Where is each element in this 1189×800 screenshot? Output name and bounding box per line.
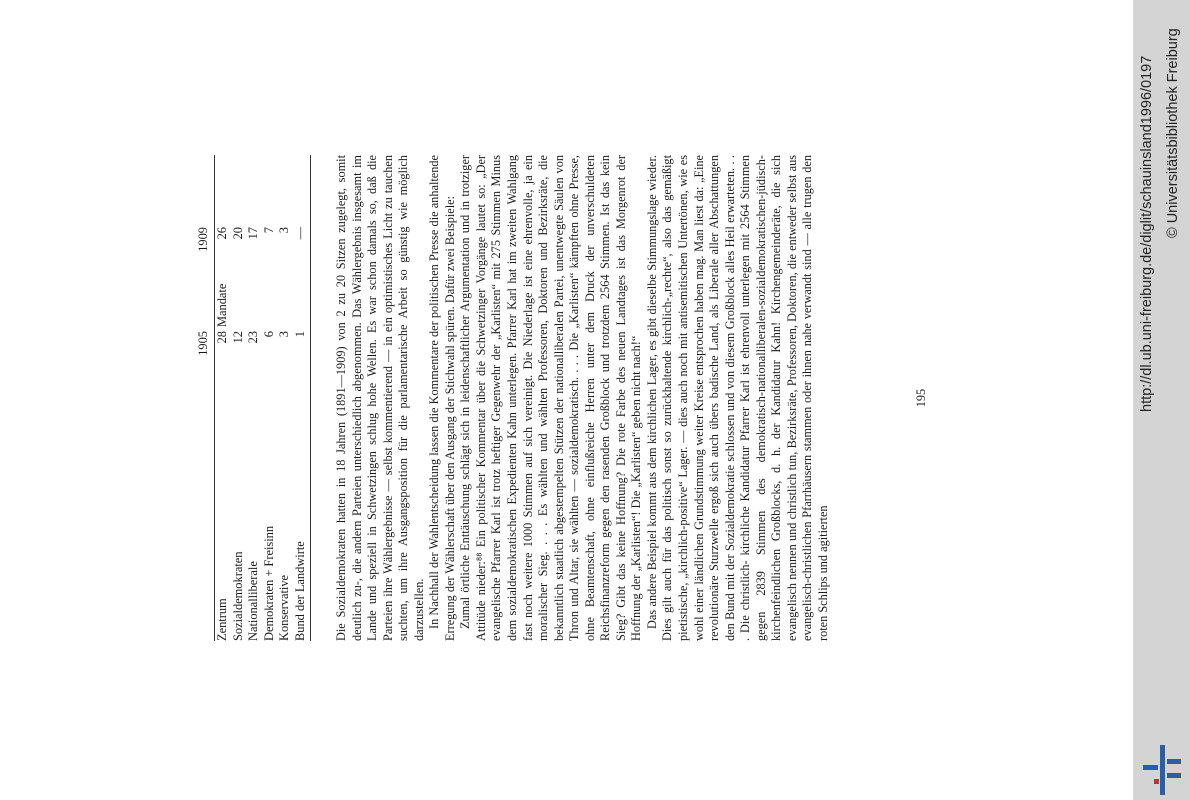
table-header (194, 155, 215, 641)
seats-1909: 26 (215, 227, 229, 240)
seats-1905: 23 (246, 331, 260, 344)
page-content (194, 155, 954, 641)
seats-1909: 3 (277, 227, 291, 234)
body-text (334, 155, 832, 641)
seats-1909: 17 (246, 227, 260, 240)
logo-left-bar (1143, 765, 1158, 770)
seats-1905: 6 (261, 331, 276, 338)
source-url[interactable]: http://dl.ub.uni-freiburg.de/diglit/schauinsland1996/0197 (1139, 55, 1155, 412)
paragraph: In Nachhall der Wahlentscheidung lassen die Kommentare der politischen Presse die anhaltende Erregung der Wählerschaft über den Ausgang der Stichwahl spüren. Dafür zwei Beispiele: (427, 155, 457, 641)
party-name: Konservative (277, 574, 291, 641)
party-name: Sozialdemokraten (230, 551, 245, 641)
table-row (215, 155, 231, 641)
seats-1905: 1 (292, 331, 307, 338)
library-logo-icon (1141, 745, 1183, 795)
seats-1905: 12 (230, 331, 245, 344)
seats-1905: 28 (215, 331, 229, 344)
party-name: Bund der Landwirte (292, 541, 307, 641)
paragraph: Die Sozialdemokraten hatten in 18 Jahren (1891—1909) von 2 zu 20 Sitzen zugelegt, somit deutlich zu-, die andern Parteien unterschiedlich abgenommen. Das Wählergebnis insgesamt im Lande und speziell in Schwetzingen schlug hohe Wellen. Es war schon damals so, daß die Parteien ihre Wählergebnisse — selbst kommentierend — in ein optimistisches Licht zu tauchen suchten, um ihre Ausgangsposition für die parlamentarische Arbeit so günstig wie möglich darzustellen. (334, 155, 426, 641)
seats-1905: 3 (277, 331, 291, 338)
table-row (262, 155, 278, 641)
party-name: Zentrum (215, 598, 229, 641)
mandate-note: Mandate (215, 283, 229, 327)
logo-vertical-bar (1160, 745, 1165, 795)
seats-1909: 7 (261, 227, 276, 234)
paragraph: Zumal örtliche Enttäuschung schlägt sich in leidenschaftlicher Argumentation und in trotziger Attitüde nieder:⁸⁸ Ein politischer Kommentar über die Schwetzinger Vorgänge lautet so: „Der evangelische Pfarrer Karl ist trotz heftiger Gegenwehr der „Karlisten“ mit 275 Stimmen Minus dem sozialdemokratischen Expedienten Kahn unterlegen. Pfarrer Karl hat im zweiten Wahlgang fast noch weitere 1000 Stimmen auf sich vereinigt. Die Niederlage ist eine ehrenvolle, ja ein moralischer Sieg. . . . Es wählten und wählten Professoren, Doktoren und Bezirksräte, die bekanntlich staatlich abgestempelten Stützen der nationalliberalen Partei, unentwegte Säulen von Thron und Altar, sie wählten — sozialdemokratisch. . . . Die „Karlisten“ kämpften ohne Presse, ohne Beamtenschaft, ohne einflußreiche Herren unter dem Druck der unverschuldeten Reichsfinanzreform gegen den rasenden Großblock und trotzdem 2564 Stimmen. Ist das kein Sieg? Gibt das keine Hoffnung? Die rote Farbe des neuen Landtages ist das Morgenrot der Hoffnung der „Karlisten“! Die „Karlisten“ geben nicht nach!“ (458, 155, 644, 641)
logo-red-square (1154, 779, 1159, 784)
header-1909: 1909 (196, 227, 211, 252)
party-name: Demokraten + Freisinn (261, 525, 276, 641)
seats-1909: — (292, 227, 307, 240)
seats-1909: 20 (230, 227, 245, 240)
page-number: 195 (914, 388, 928, 408)
table-row (277, 155, 293, 641)
header-1905: 1905 (196, 331, 211, 356)
paragraph: Das andere Beispiel kommt aus dem kirchlichen Lager, es gibt dieselbe Stimmungslage wieder. Dies gilt auch für das politisch sonst so zurückhaltende kirchlich-„rechte“, also das gemäßigt pietistische, „kirchlich-positive“ Lager. — dies auch noch mit antisemitischen Untertönen, wie es wohl einer ländlichen Grundstimmung weiter Kreise entsprochen haben mag. Man liest da: „Eine revolutionäre Sturzwelle ergoß sich auch übers badische Land, als Liberale aller Abschattungen den Bund mit der Sozialdemokratie schlossen und von diesem Großblock alles Heil erwarteten. . . . Die christlich- kirchliche Kandidatur Pfarrer Karl ist ehrenvoll unterlegen mit 2564 Stimmen gegen 2839 Stimmen des demokratisch-nationalliberalen-sozialdemokratischen-jüdisch-kirchenfeindlichen Großblocks, d. h. der Kandidatur Kahn! Kirchengemeinderäte, die sich evangelisch nennen und christlich tun, Bezirksräte, Professoren, Doktoren, die entweder selbst aus evangelisch-christlichen Pfarrhäusern stammen oder ihnen nahe verwandt sind — alle trugen den roten Schlips und agitierten (644, 155, 830, 641)
table-row (231, 155, 247, 641)
logo-right-bar-top (1167, 759, 1181, 764)
copyright-notice: © Universitätsbibliothek Freiburg (1165, 28, 1181, 238)
logo-right-bar-bottom (1167, 773, 1181, 778)
election-results-table (194, 155, 311, 641)
party-name: Nationalliberale (246, 561, 260, 641)
table-row (293, 155, 309, 641)
table-bottom-rule (310, 155, 311, 641)
table-row (246, 155, 262, 641)
